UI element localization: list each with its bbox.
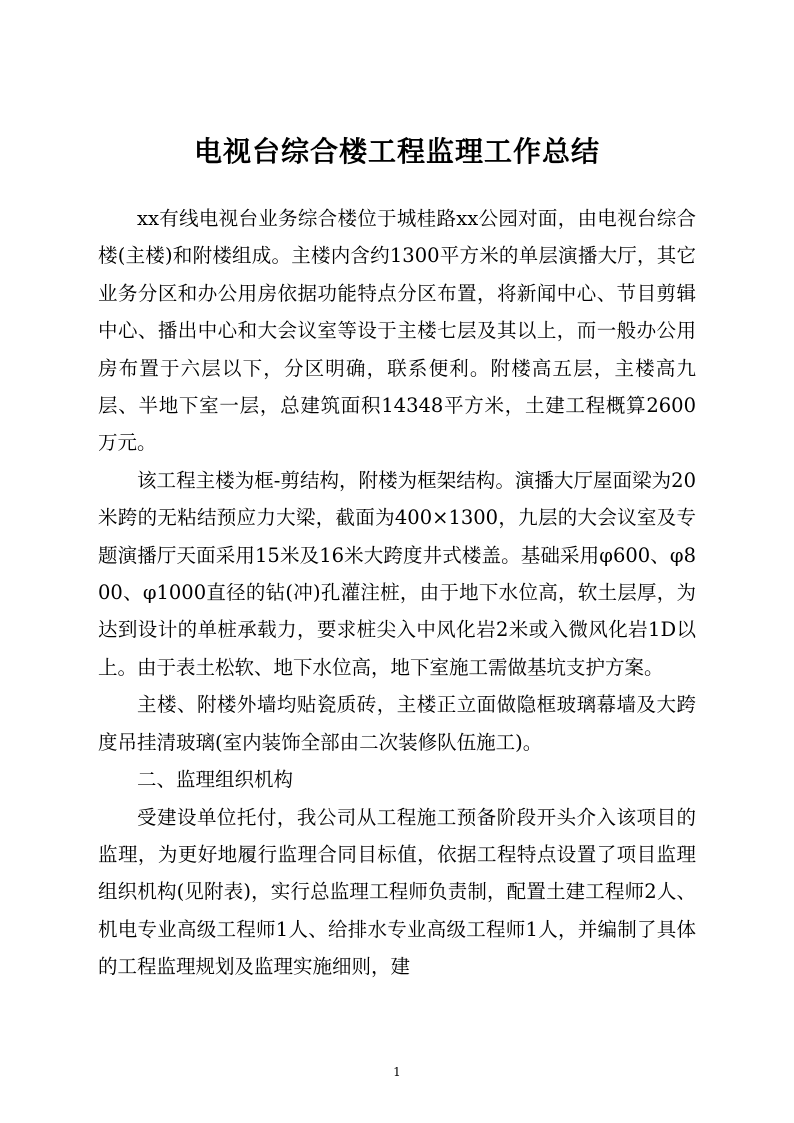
- paragraph-supervision-organization: 受建设单位托付，我公司从工程施工预备阶段开头介入该项目的监理，为更好地履行监理合同目标值，依据工程特点设置了项目监理组织机构(见附表)，实行总监理工程师负责制，配置土建工程师2人、机电专业高级工程师1人、给排水专业高级工程师1人，并编制了具体的工程监理规划及监理实施细则，建: [98, 805, 696, 979]
- paragraph-structure: 该工程主楼为框-剪结构，附楼为框架结构。演播大厅屋面梁为20米跨的无粘结预应力大梁，截面为400×1300，九层的大会议室及专题演播厅天面采用15米及16米大跨度井式楼盖。基础采用φ600、φ800、φ1000直径的钻(冲)孔灌注桩，由于地下水位高，软土层厚，为达到设计的单桩承载力，要求桩尖入中风化岩2米或入微风化岩1D以上。由于表土松软、地下水位高，地下室施工需做基坑支护方案。: [98, 468, 696, 679]
- document-body: [98, 200, 696, 986]
- section-heading-supervision-organization: 二、监理组织机构: [137, 768, 294, 792]
- paragraph-project-overview: xx有线电视台业务综合楼位于城桂路xx公园对面，由电视台综合楼(主楼)和附楼组成。主楼内含约1300平方米的单层演播大厅，其它业务分区和办公用房依据功能特点分区布置，将新闻中心、节目剪辑中心、播出中心和大会议室等设于主楼七层及其以上，而一般办公用房布置于六层以下，分区明确，联系便利。附楼高五层，主楼高九层、半地下室一层，总建筑面积14348平方米，土建工程概算2600万元。: [98, 207, 696, 455]
- page-number: 1: [393, 1065, 401, 1079]
- paragraph-facade: 主楼、附楼外墙均贴瓷质砖，主楼正立面做隐框玻璃幕墙及大跨度吊挂清玻璃(室内装饰全部由二次装修队伍施工)。: [98, 693, 696, 754]
- document-title: 电视台综合楼工程监理工作总结: [193, 135, 600, 168]
